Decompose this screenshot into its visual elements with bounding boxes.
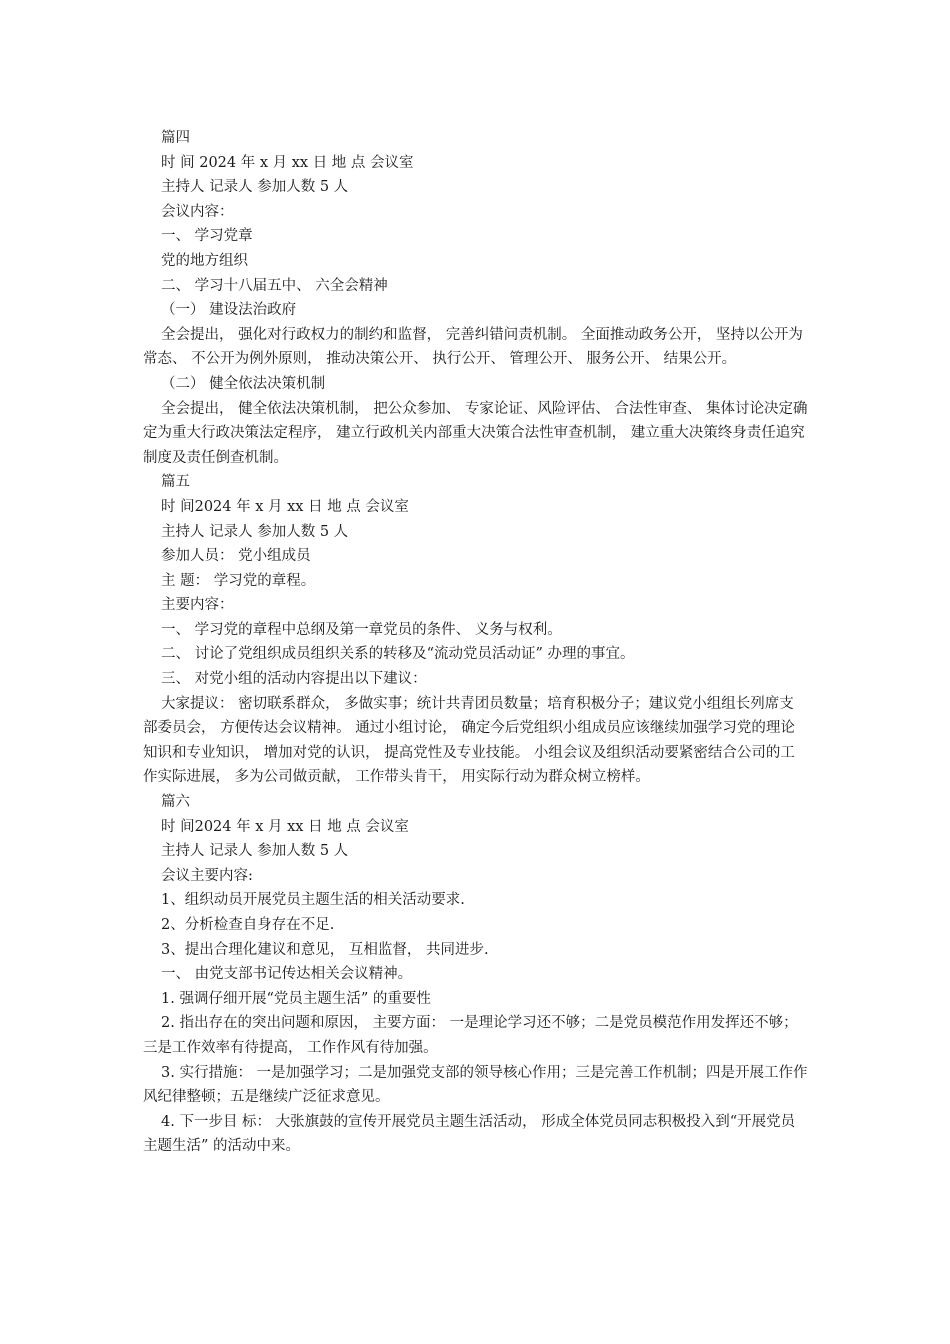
paragraph: （二） 健全依法决策机制 [161, 375, 326, 392]
list-item: 4. 下一步目 标： 大张旗鼓的宣传开展党员主题生活活动， 形成全体党员同志积极投入到“开展党员主题生活” 的活动中来。 [143, 1113, 796, 1155]
paragraph: 全会提出， 健全依法决策机制， 把公众参加、 专家论证、风险评估、 合法性审查、 集体讨论决定确定为重大行政决策法定程序， 建立行政机关内部重大决策合法性审查机制， 建立重大决策终身责任追究制度及责任倒查机制。 [143, 400, 808, 466]
meeting-time-place: 时 间 2024 年 x 月 xx 日 地 点 会议室 [161, 154, 414, 171]
list-item: 1、组织动员开展党员主题生活的相关活动要求. [161, 892, 465, 909]
paragraph: 主要内容： [161, 597, 234, 614]
paragraph: 一、 学习党的章程中总纲及第一章党员的条件、 义务与权利。 [161, 621, 562, 638]
paragraph: 党的地方组织 [161, 252, 248, 269]
list-item: 1. 强调仔细开展“党员主题生活” 的重要性 [161, 990, 431, 1007]
section-heading-5: 篇五 [161, 474, 190, 491]
list-item: 3. 实行措施： 一是加强学习；二是加强党支部的领导核心作用；三是完善工作机制；四是开展工作作风纪律整顿；五是继续广泛征求意见。 [143, 1064, 808, 1106]
meeting-time-place: 时 间2024 年 x 月 xx 日 地 点 会议室 [161, 818, 409, 835]
section-heading-6: 篇六 [161, 794, 190, 811]
list-item: 3、提出合理化建议和意见， 互相监督， 共同进步. [161, 941, 489, 958]
list-item: 2、分析检查自身存在不足. [161, 917, 335, 933]
meeting-host-recorder: 主持人 记录人 参加人数 5 人 [161, 179, 349, 196]
paragraph: 二、 讨论了党组织成员组织关系的转移及“流动党员活动证” 办理的事宜。 [161, 646, 635, 663]
document-body [143, 126, 808, 1159]
paragraph: 二、 学习十八届五中、 六全会精神 [161, 277, 388, 294]
paragraph: 会议主要内容: [161, 867, 253, 884]
list-item: 2. 指出存在的突出问题和原因， 主要方面： 一是理论学习还不够；二是党员模范作用发挥还不够；三是工作效率有待提高， 工作作风有待加强。 [143, 1015, 798, 1056]
paragraph: 一、 由党支部书记传达相关会议精神。 [161, 966, 413, 983]
meeting-host-recorder: 主持人 记录人 参加人数 5 人 [161, 843, 349, 860]
paragraph: 全会提出， 强化对行政权力的制约和监督， 完善纠错问责机制。 全面推动政务公开， 坚持以公开为常态、 不公开为例外原则， 推动决策公开、 执行公开、 管理公开、 服务公开、 结果公开。 [143, 326, 803, 368]
meeting-time-place: 时 间2024 年 x 月 xx 日 地 点 会议室 [161, 498, 409, 515]
meeting-content-label: 会议内容： [161, 203, 234, 220]
paragraph: （一） 建设法治政府 [161, 302, 297, 319]
meeting-host-recorder: 主持人 记录人 参加人数 5 人 [161, 523, 349, 540]
paragraph: 一、 学习党章 [161, 228, 253, 245]
paragraph: 大家提议： 密切联系群众， 多做实事；统计共青团员数量；培育积极分子；建议党小组组长列席支部委员会， 方便传达会议精神。 通过小组讨论， 确定今后党组织小组成员应该继续加强学习党的理论知识和专业知识， 增加对党的认识， 提高党性及专业技能。 小组会议及组织活动要紧密结合公司的工作实际进展， 多为公司做贡献， 工作带头肯干， 用实际行动为群众树立榜样。 [143, 695, 795, 786]
paragraph: 参加人员： 党小组成员 [161, 548, 311, 565]
paragraph: 三、 对党小组的活动内容提出以下建议： [161, 671, 427, 688]
section-heading-4: 篇四 [161, 130, 190, 146]
paragraph: 主 题： 学习党的章程。 [161, 572, 316, 589]
